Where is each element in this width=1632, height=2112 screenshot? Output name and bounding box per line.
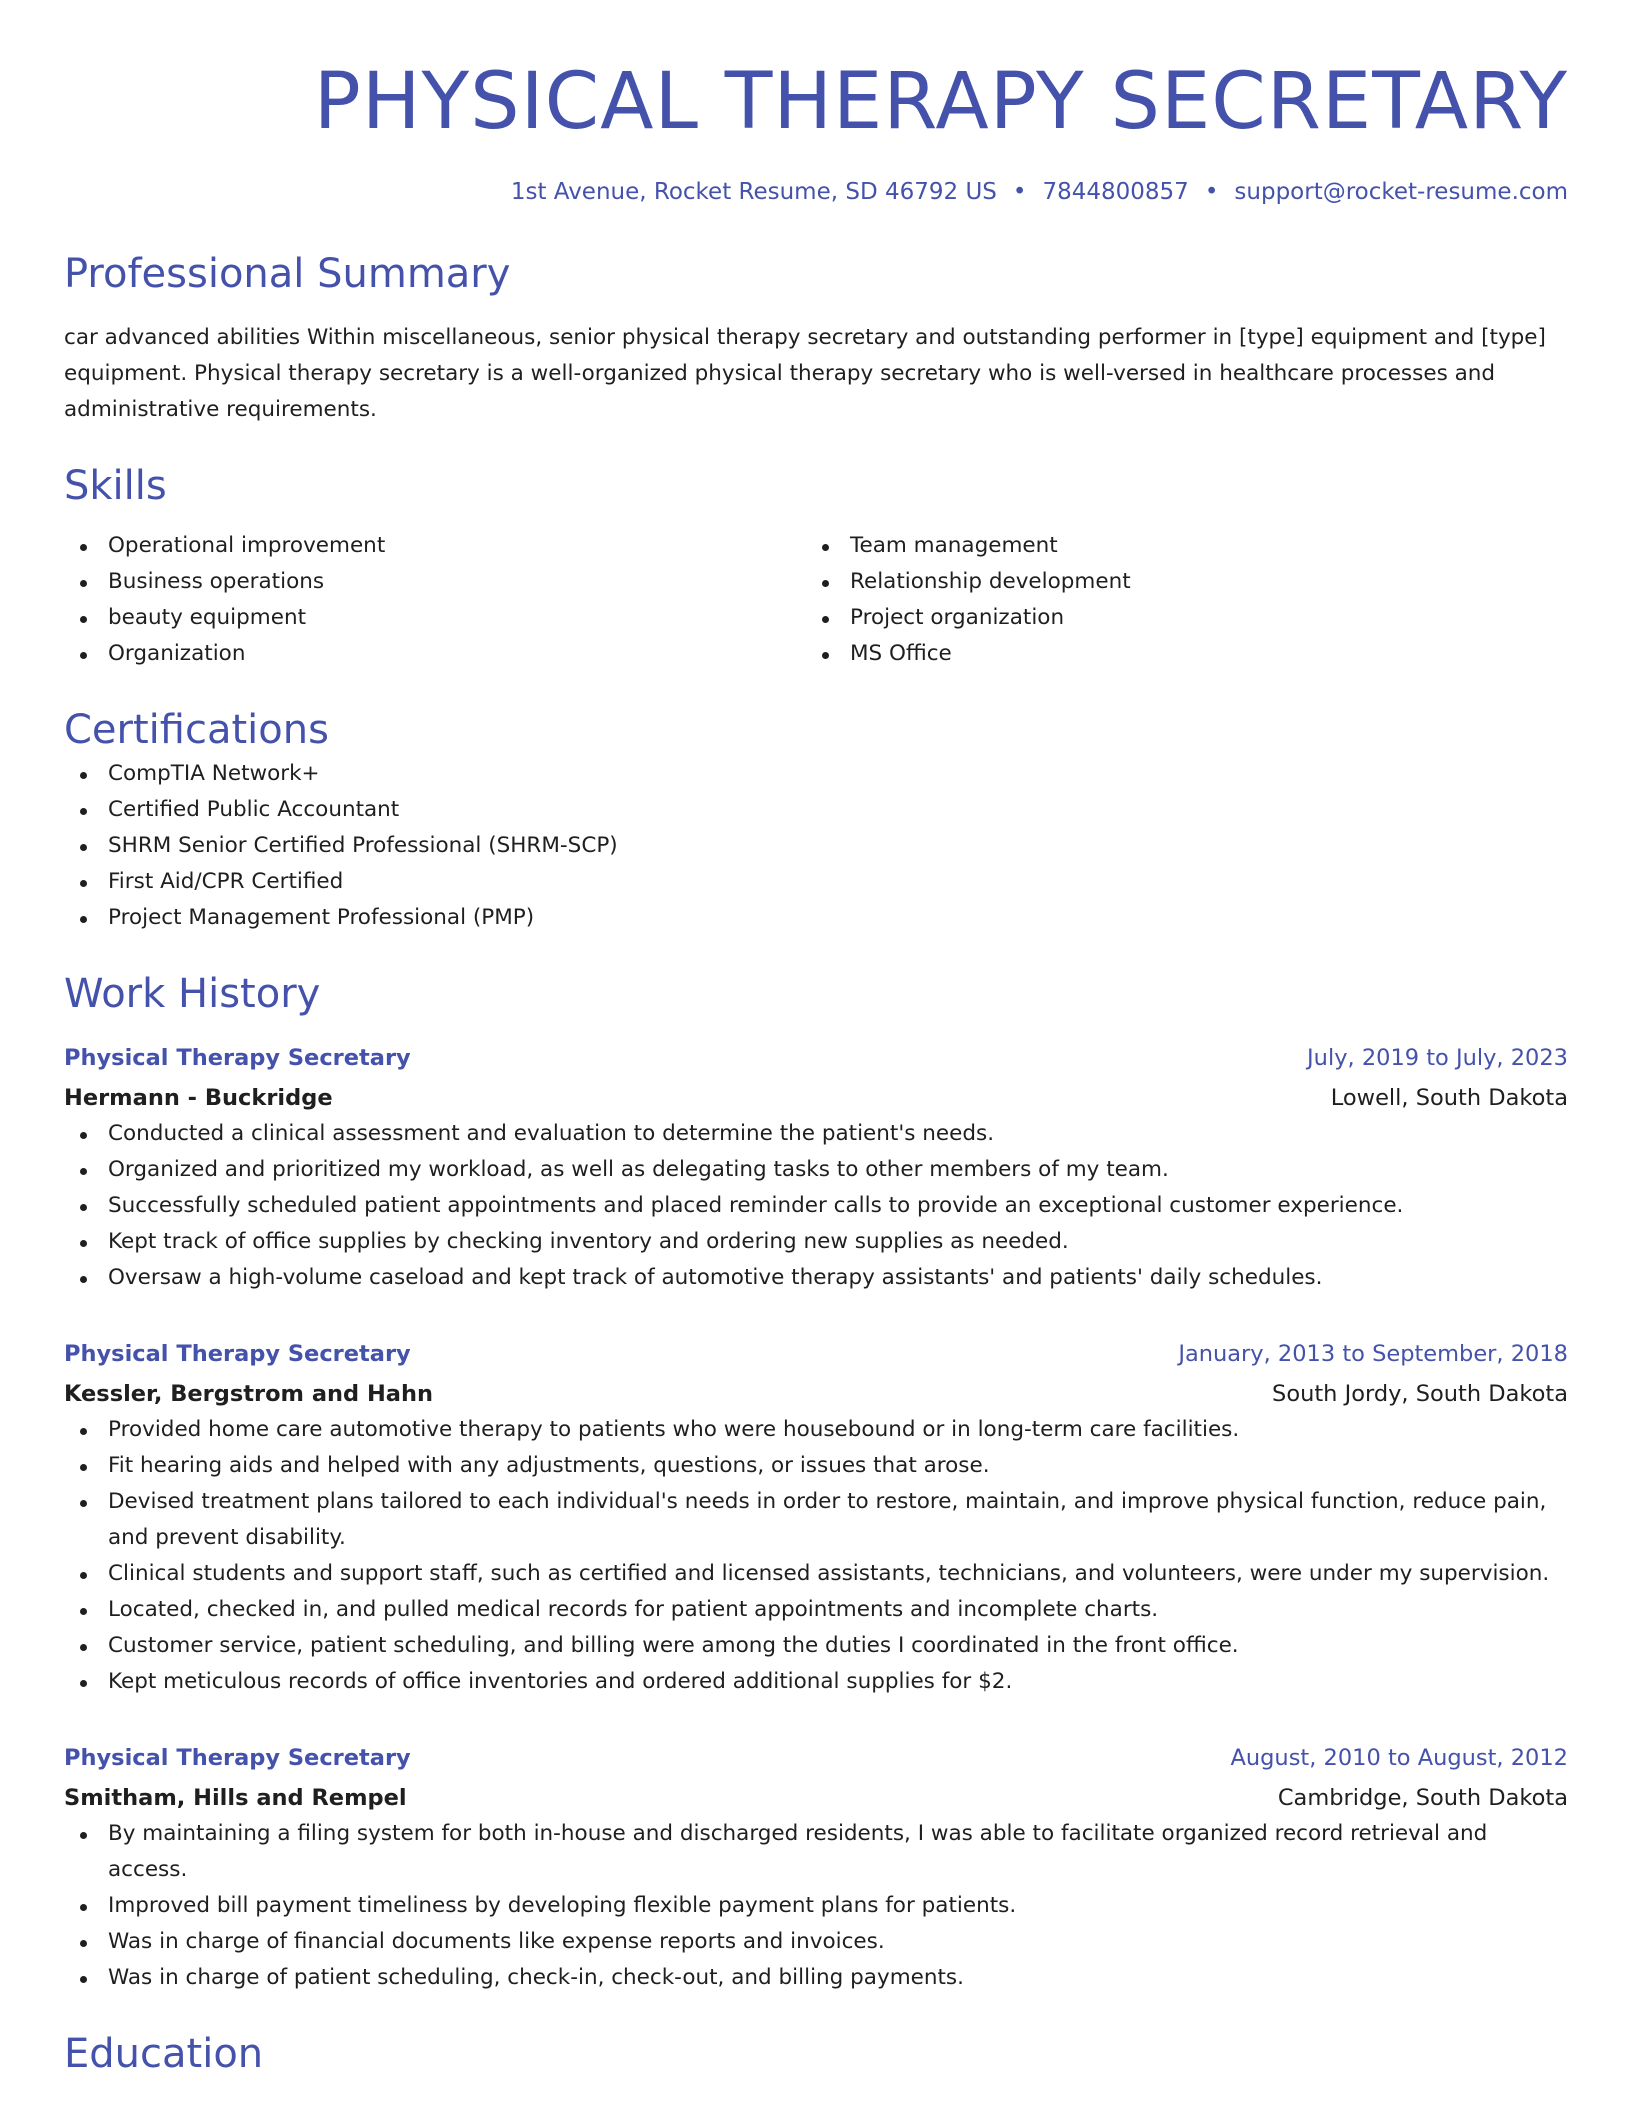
job-title-row: [64, 1040, 1568, 1076]
resume-header: [64, 0, 1568, 208]
job-bullet: Devised treatment plans tailored to each individual's needs in order to restore, maintain, and improve physical function, reduce pain, and prevent disability.: [64, 1484, 1568, 1556]
skill-item: Team management: [806, 528, 1548, 564]
job-bullet: Successfully scheduled patient appointments and placed reminder calls to provide an exceptional customer experience.: [64, 1188, 1568, 1224]
skills-grid: [64, 528, 1568, 672]
skill-item: Operational improvement: [64, 528, 806, 564]
job-bullet: Conducted a clinical assessment and evaluation to determine the patient's needs.: [64, 1116, 1568, 1152]
certification-item: First Aid/CPR Certified: [64, 864, 1568, 900]
job-entry: [64, 1336, 1568, 1700]
job-bullet: Was in charge of patient scheduling, check-in, check-out, and billing payments.: [64, 1960, 1568, 1996]
certifications-section: [64, 704, 1568, 936]
job-company-row: [64, 1076, 1568, 1116]
summary-text: car advanced abilities Within miscellaneous, senior physical therapy secretary and outstanding performer in [type] equipment and [type] equipment. Physical therapy secretary is a well-organized physical therapy secretary who is well-versed in healthcare processes and administrative requirements.: [64, 325, 1546, 422]
skills-column-right: [806, 528, 1548, 672]
job-dates: July, 2019 to July, 2023: [1307, 1045, 1568, 1071]
job-bullet: Organized and prioritized my workload, as well as delegating tasks to other members of my team.: [64, 1152, 1568, 1188]
contact-separator: •: [1204, 179, 1219, 205]
contact-line: [64, 176, 1568, 208]
job-bullet: Was in charge of financial documents like expense reports and invoices.: [64, 1924, 1568, 1960]
certification-item: Project Management Professional (PMP): [64, 900, 1568, 936]
candidate-title: PHYSICAL THERAPY SECRETARY: [313, 57, 1568, 147]
job-title: Physical Therapy Secretary: [64, 1045, 411, 1071]
skill-item: Project organization: [806, 600, 1548, 636]
work-history-heading: Work History: [64, 971, 321, 1017]
skills-list-left: [64, 528, 806, 672]
education-section: [64, 2028, 1568, 2080]
job-bullet: Kept track of office supplies by checking inventory and ordering new supplies as needed.: [64, 1224, 1568, 1260]
skills-section: [64, 460, 1568, 672]
job-company-row: [64, 1372, 1568, 1412]
job-title-row: [64, 1336, 1568, 1372]
job-dates: August, 2010 to August, 2012: [1230, 1745, 1568, 1771]
skill-item: Relationship development: [806, 564, 1548, 600]
job-company: Kessler, Bergstrom and Hahn: [64, 1381, 434, 1407]
contact-separator: •: [1012, 179, 1027, 205]
summary-heading: Professional Summary: [64, 251, 511, 297]
job-bullet: Provided home care automotive therapy to patients who were housebound or in long-term care facilities.: [64, 1412, 1568, 1448]
job-location: Lowell, South Dakota: [1330, 1085, 1568, 1111]
contact-email[interactable]: support@rocket-resume.com: [1234, 179, 1568, 205]
skill-item: beauty equipment: [64, 600, 806, 636]
skill-item: MS Office: [806, 636, 1548, 672]
job-bullet: Clinical students and support staff, such as certified and licensed assistants, technicians, and volunteers, were under my supervision.: [64, 1556, 1568, 1592]
job-company-row: [64, 1776, 1568, 1816]
job-bullet: Fit hearing aids and helped with any adjustments, questions, or issues that arose.: [64, 1448, 1568, 1484]
job-bullet: By maintaining a filing system for both in-house and discharged residents, I was able to facilitate organized record retrieval and access.: [64, 1816, 1568, 1888]
job-bullets: [64, 1816, 1568, 1996]
job-bullet: Customer service, patient scheduling, and billing were among the duties I coordinated in the front office.: [64, 1628, 1568, 1664]
certification-item: CompTIA Network+: [64, 756, 1568, 792]
job-entry: [64, 1740, 1568, 1996]
skills-column-left: [64, 528, 806, 672]
contact-address: 1st Avenue, Rocket Resume, SD 46792 US: [510, 179, 997, 205]
certifications-list: [64, 756, 1568, 936]
skills-list-right: [806, 528, 1548, 672]
job-dates: January, 2013 to September, 2018: [1178, 1341, 1568, 1367]
work-history-section: [64, 968, 1568, 1996]
job-company: Smitham, Hills and Rempel: [64, 1785, 407, 1811]
education-heading: Education: [64, 2031, 264, 2077]
job-location: South Jordy, South Dakota: [1272, 1381, 1568, 1407]
job-bullet: Located, checked in, and pulled medical records for patient appointments and incomplete charts.: [64, 1592, 1568, 1628]
job-title: Physical Therapy Secretary: [64, 1745, 411, 1771]
certification-item: SHRM Senior Certified Professional (SHRM-SCP): [64, 828, 1568, 864]
job-location: Cambridge, South Dakota: [1277, 1785, 1568, 1811]
skill-item: Organization: [64, 636, 806, 672]
job-bullets: [64, 1412, 1568, 1700]
summary-section: [64, 248, 1568, 428]
certifications-heading: Certifications: [64, 707, 329, 753]
job-bullet: Improved bill payment timeliness by developing flexible payment plans for patients.: [64, 1888, 1568, 1924]
contact-phone[interactable]: 7844800857: [1042, 179, 1189, 205]
skill-item: Business operations: [64, 564, 806, 600]
job-company: Hermann - Buckridge: [64, 1085, 333, 1111]
job-entry: [64, 1040, 1568, 1296]
certification-item: Certified Public Accountant: [64, 792, 1568, 828]
job-bullets: [64, 1116, 1568, 1296]
job-bullet: Oversaw a high-volume caseload and kept track of automotive therapy assistants' and patients' daily schedules.: [64, 1260, 1568, 1296]
skills-heading: Skills: [64, 463, 167, 509]
job-title: Physical Therapy Secretary: [64, 1341, 411, 1367]
job-bullet: Kept meticulous records of office inventories and ordered additional supplies for $2.: [64, 1664, 1568, 1700]
job-title-row: [64, 1740, 1568, 1776]
resume-page: [64, 0, 1568, 2080]
